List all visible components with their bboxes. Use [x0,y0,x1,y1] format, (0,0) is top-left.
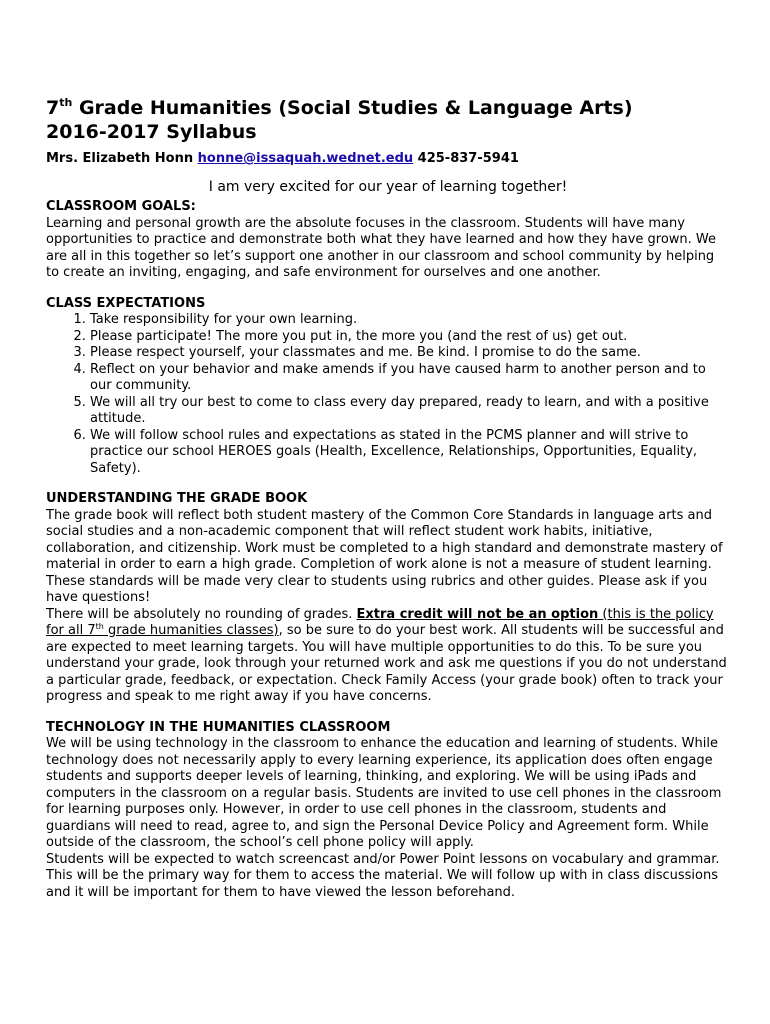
title-course: Grade Humanities (Social Studies & Language Arts) [72,97,633,119]
list-item: 5. We will all try our best to come to class every day prepared, ready to learn, and with a positive attitude. [90,395,730,428]
list-item: 6. We will follow school rules and expectations as stated in the PCMS planner and will strive to practice our school HEROES goals (Health, Excellence, Relationships, Opportunities, Equality, Safety). [90,428,730,478]
expectations-list [46,312,730,477]
grade-book-section [46,491,730,706]
list-item: 2. Please participate! The more you put in, the more you (and the rest of us) get out. [90,329,730,346]
class-expectations-heading: CLASS EXPECTATIONS [46,295,206,311]
teacher-name: Mrs. Elizabeth Honn [46,151,194,166]
technology-text-1: We will be using technology in the classroom to enhance the education and learning of students. While technology does not necessarily apply to every learning experience, its application does often engage students and supports deeper levels of learning, thinking, and exploring. We will be using iPads and computers in the classroom on a regular basis. Students are invited to use cell phones in the classroom for learning purposes only. However, in order to use cell phones in the classroom, students and guardians will need to read, agree to, and sign the Personal Device Policy and Agreement form. While outside of the classroom, the school’s cell phone policy will apply. [46,736,722,850]
page-title [46,96,730,144]
policy-note-b: grade humanities classes) [103,623,279,638]
grade-book-heading: UNDERSTANDING THE GRADE BOOK [46,491,308,506]
classroom-goals-text: Learning and personal growth are the absolute focuses in the classroom. Students will have many opportunities to practice and demonstrate both what they have learned and how they have grown. We are all in this together so let’s support one another in our classroom and school community by helping to create an inviting, engaging, and safe environment for ourselves and one another. [46,215,717,280]
list-item: 4. Reflect on your behavior and make amends if you have caused harm to another person and to our community. [90,362,730,395]
welcome-message: I am very excited for our year of learning together! [208,179,568,195]
grade-rounding-text: There will be absolutely no rounding of grades. [46,606,357,622]
grade-book-text-2 [46,607,730,706]
grade-book-text-1: The grade book will reflect both student mastery of the Common Core Standards in language arts and social studies and a non-academic component that will reflect student work habits, initiative, collaboration, and citizenship. Work must be completed to a high standard and demonstrate mastery of material in order to earn a high grade. Completion of work alone is not a measure of student learning. These standards will be made very clear to students using rubrics and other guides. Please ask if you have questions! [46,507,723,605]
title-superscript: th [59,96,73,109]
classroom-goals-heading: CLASSROOM GOALS: [46,199,196,214]
title-grade: 7 [46,97,60,119]
grade-book-closing-text: , so be sure to do your best work. All students will be successful and are expected to meet learning targets. You will have multiple opportunities to do this. To be sure you understand your grade, look through your returned work and ask me questions if you do not understand a particular grade, feedback, or expectation. Check Family Access (your grade book) often to track your progress and speak to me right away if you have concerns. [46,623,727,704]
teacher-phone: 425-837-5941 [417,151,519,166]
technology-text-2: Students will be expected to watch screencast and/or Power Point lessons on vocabulary and grammar. This will be the primary way for them to access the material. We will follow up with in class discussions and it will be important for them to have viewed the lesson beforehand. [46,851,720,900]
title-year: 2016-2017 Syllabus [46,121,257,143]
list-item: 1. Take responsibility for your own learning. [90,312,730,329]
classroom-goals-section [46,199,730,282]
teacher-email-link[interactable]: honne@issaquah.wednet.edu [197,151,414,166]
class-expectations-section [46,296,730,478]
technology-section [46,720,730,902]
policy-note-a: (this is the policy for all 7 [46,606,714,638]
policy-note-sup: th [95,622,104,631]
teacher-contact [46,150,730,167]
extra-credit-notice: Extra credit will not be an option [356,606,599,622]
list-item: 3. Please respect yourself, your classmates and me. Be kind. I promise to do the same. [90,345,730,362]
technology-heading: TECHNOLOGY IN THE HUMANITIES CLASSROOM [46,719,391,735]
